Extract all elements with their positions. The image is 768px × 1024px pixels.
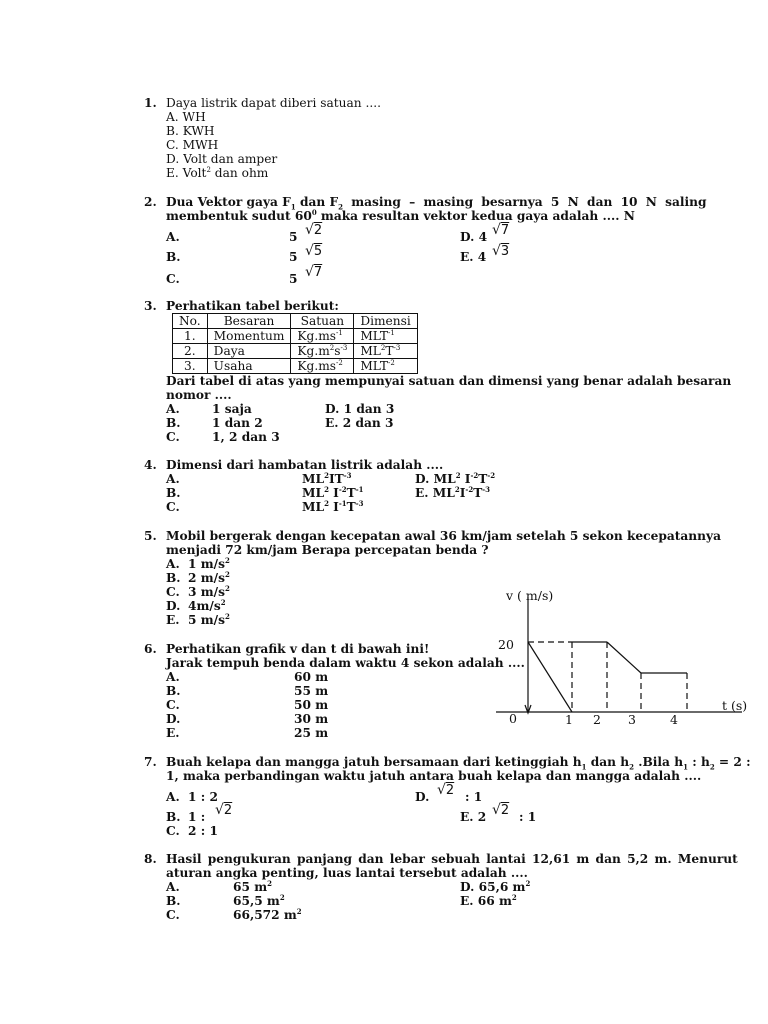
q8-option-c-letter: C. <box>166 908 180 922</box>
graph-decline-line <box>528 642 572 712</box>
q2-number: 2. <box>144 195 157 209</box>
table-cell: 1. <box>173 329 208 344</box>
q3-number: 3. <box>144 299 157 313</box>
sqrt-icon: √ <box>305 243 314 259</box>
y-axis-label: v ( m/s) <box>506 588 554 603</box>
q5-option-a <box>166 557 230 571</box>
q6-option-e: 25 m <box>294 726 329 740</box>
term: T <box>346 500 356 514</box>
q8-option-c <box>233 908 302 922</box>
q2-option-d-radicand: 7 <box>500 223 510 238</box>
q8-line2: aturan angka penting, luas lantai tersebut adalah .... <box>166 866 528 880</box>
table-cell <box>354 329 417 344</box>
q7-option-e-radicand: 2 <box>500 803 510 818</box>
term: I <box>459 486 466 500</box>
q5-option-c <box>166 585 230 599</box>
q2-line1-a: Dua Vektor gaya F <box>166 195 291 209</box>
q6-line1: Perhatikan grafik v dan t di bawah ini! <box>166 642 430 656</box>
sqrt-icon: √ <box>215 802 224 818</box>
q3-option-c: 1, 2 dan 3 <box>212 430 280 444</box>
q2-option-b-letter: B. <box>166 250 181 264</box>
sup: -3 <box>343 470 352 480</box>
table-cell <box>291 344 354 359</box>
q7-option-b-sqrt <box>215 803 232 818</box>
x-axis-label: t (s) <box>722 698 748 713</box>
q2-sub1: 1 <box>290 202 296 212</box>
q6-option-d: 30 m <box>294 712 329 726</box>
x-tick-1: 1 <box>565 712 573 727</box>
q3-option-b: 1 dan 2 <box>212 416 263 430</box>
letter: D. <box>166 599 181 613</box>
cell-text: Kg.m <box>297 344 330 358</box>
sup: -2 <box>487 470 496 480</box>
value: 2 m/s <box>188 571 225 585</box>
sup: 2 <box>324 498 329 508</box>
term: I <box>460 472 471 486</box>
q3-option-e: E. 2 dan 3 <box>325 416 394 430</box>
q2-line2 <box>166 209 635 223</box>
q8-line1: Hasil pengukuran panjang dan lebar sebuah lantai 12,61 m dan 5,2 m. Menurut <box>166 852 738 866</box>
x-tick-4: 4 <box>670 712 678 727</box>
sup: 2 <box>454 484 460 494</box>
q6-option-a: 60 m <box>294 670 329 684</box>
q7-line1-c: = 2 : <box>714 755 751 769</box>
sup: 2 <box>279 892 285 902</box>
q2-option-a-radicand: 2 <box>313 223 323 238</box>
sup: 2 <box>224 611 230 621</box>
table-header-row <box>173 314 418 329</box>
table-cell: Momentum <box>207 329 291 344</box>
q2-option-c-sqrt <box>305 265 322 280</box>
q8-option-e <box>460 894 517 908</box>
q7-option-e-letter: E. 2 <box>460 810 487 824</box>
sup: 2 <box>220 597 226 607</box>
letter: A. <box>166 557 180 571</box>
sup: 2 <box>455 470 461 480</box>
q3-table <box>172 313 418 374</box>
q2-sub2: 2 <box>338 202 343 212</box>
letter: B. <box>166 571 181 585</box>
q7-option-c <box>166 824 218 838</box>
table-cell <box>354 359 417 374</box>
cell-sup: -1 <box>388 328 395 337</box>
q7-option-d-letter: D. <box>415 790 430 804</box>
table-cell <box>291 329 354 344</box>
q8-option-a <box>233 880 272 894</box>
value: 4m/s <box>188 599 221 613</box>
q3-option-a-letter: A. <box>166 402 180 416</box>
q6-option-e-letter: E. <box>166 726 180 740</box>
q7-line2: 1, maka perbandingan waktu jatuh antara buah kelapa dan mangga adalah .... <box>166 769 702 783</box>
value: E. 66 m <box>460 894 512 908</box>
q7-option-d-sqrt <box>437 783 454 798</box>
q5-option-e <box>166 613 230 627</box>
cell-sup: -2 <box>388 358 395 367</box>
table-cell <box>291 359 354 374</box>
q7-option-b-radicand: 2 <box>223 803 233 818</box>
q1-number: 1. <box>144 96 157 110</box>
table-row <box>173 329 418 344</box>
cell-text: s <box>334 344 341 358</box>
sup: -2 <box>465 484 474 494</box>
q2-option-a-letter: A. <box>166 230 180 244</box>
q8-option-a-letter: A. <box>166 880 180 894</box>
q4-option-c <box>302 500 364 514</box>
q5-line1: Mobil bergerak dengan kecepatan awal 36 km/jam setelah 5 sekon kecepatannya <box>166 529 721 543</box>
value: 2 : 1 <box>188 824 218 838</box>
q5-option-b <box>166 571 230 585</box>
table-cell: 2. <box>173 344 208 359</box>
q8-option-d <box>460 880 530 894</box>
cell-text: Kg.ms <box>297 359 337 373</box>
table-cell: 3. <box>173 359 208 374</box>
sup: 2 <box>324 470 329 480</box>
cell-sup: 2 <box>380 343 386 352</box>
q2-option-b-coef: 5 <box>289 250 298 264</box>
q3-option-b-letter: B. <box>166 416 181 430</box>
sup: -1 <box>355 484 364 494</box>
q3-after-line1: Dari tabel di atas yang mempunyai satuan dan dimensi yang benar adalah besaran <box>166 374 732 388</box>
q7-option-d-radicand: 2 <box>445 783 455 798</box>
table-header: Dimensi <box>354 314 417 329</box>
sup: 2 <box>296 906 302 916</box>
x-tick-2: 2 <box>593 712 601 727</box>
term: IT <box>328 472 344 486</box>
q1-option-d: D. Volt dan amper <box>166 152 278 166</box>
sup: -2 <box>338 484 347 494</box>
sup: 2 <box>224 583 230 593</box>
q3-after-line2: nomor .... <box>166 388 232 402</box>
q7-line1-b: .Bila h <box>634 755 684 769</box>
value: 3 m/s <box>188 585 225 599</box>
q7-option-a <box>166 790 218 804</box>
q7-number: 7. <box>144 755 157 769</box>
value: 66,572 m <box>233 908 297 922</box>
cell-sup: -2 <box>336 358 343 367</box>
q3-option-a: 1 saja <box>212 402 252 416</box>
term: T <box>478 472 488 486</box>
sup: 2 <box>511 892 517 902</box>
term: T <box>346 486 356 500</box>
vt-graph <box>490 585 756 730</box>
sqrt-icon: √ <box>492 243 501 259</box>
letter: B. <box>166 810 181 824</box>
q2-option-a-sqrt <box>305 223 322 238</box>
q7-option-d-tail: : 1 <box>465 790 483 804</box>
q2-option-b-radicand: 5 <box>313 244 323 259</box>
table-row <box>173 344 418 359</box>
q8-option-b <box>233 894 285 908</box>
q6-number: 6. <box>144 642 157 656</box>
term: T <box>473 486 483 500</box>
term: E. ML <box>415 486 455 500</box>
sqrt-icon: √ <box>492 802 501 818</box>
q4-question: Dimensi dari hambatan listrik adalah .... <box>166 458 444 472</box>
value: 1 : <box>188 810 206 824</box>
sup: -1 <box>338 498 347 508</box>
term: ML <box>302 472 325 486</box>
q4-option-a-letter: A. <box>166 472 180 486</box>
letter: A. <box>166 790 180 804</box>
q2-option-e-radicand: 3 <box>500 244 510 259</box>
cell-text: T <box>385 344 394 358</box>
q3-question: Perhatikan tabel berikut: <box>166 299 339 313</box>
sqrt-icon: √ <box>305 222 314 238</box>
value: 5 m/s <box>188 613 225 627</box>
cell-text: MLT <box>360 359 389 373</box>
q6-option-c-letter: C. <box>166 698 180 712</box>
value: 65,5 m <box>233 894 280 908</box>
term: ML <box>302 500 325 514</box>
value: 65 m <box>233 880 268 894</box>
table-cell <box>354 344 417 359</box>
q7-option-e-tail: : 1 <box>519 810 537 824</box>
q7-option-b <box>166 810 205 824</box>
table-cell: Usaha <box>207 359 291 374</box>
letter: C. <box>166 824 180 838</box>
q6-option-a-letter: A. <box>166 670 180 684</box>
q7-line1-a: Buah kelapa dan mangga jatuh bersamaan dari ketinggiah h <box>166 755 582 769</box>
term: I <box>328 500 339 514</box>
q4-option-c-letter: C. <box>166 500 180 514</box>
value: D. 65,6 m <box>460 880 526 894</box>
q4-option-a <box>302 472 352 486</box>
graph-slope-down <box>607 642 641 673</box>
q6-option-b-letter: B. <box>166 684 181 698</box>
q1-option-e-sup: 2 <box>206 165 211 174</box>
q2-option-c-letter: C. <box>166 272 180 286</box>
q2-line2-a: membentuk sudut 60 <box>166 209 312 223</box>
q7-line1: Buah kelapa dan mangga jatuh bersamaan dari ketinggiah $h_1$ dan $h_2$ .Bila $h_1$ : $h_2 = 2$ : <box>166 755 751 772</box>
term: I <box>328 486 339 500</box>
q4-option-d <box>415 472 495 486</box>
q2-line1 <box>166 195 707 212</box>
sup: 2 <box>267 878 272 888</box>
q2-line1-b: dan F <box>295 195 339 209</box>
table-header: No. <box>173 314 208 329</box>
cell-sup: -3 <box>393 343 401 352</box>
q6-line2: Jarak tempuh benda dalam waktu 4 sekon adalah .... <box>166 656 525 670</box>
sup: 2 <box>324 484 329 494</box>
q1-question: Daya listrik dapat diberi satuan .... <box>166 96 381 110</box>
q2-line2-b: maka resultan vektor kedua gaya adalah .... N <box>316 209 635 223</box>
q6-option-c: 50 m <box>294 698 329 712</box>
q8-option-b-letter: B. <box>166 894 181 908</box>
table-header: Satuan <box>291 314 354 329</box>
cell-text: MLT <box>360 329 389 343</box>
q5-number: 5. <box>144 529 157 543</box>
value: 1 m/s <box>188 557 225 571</box>
q3-option-d: D. 1 dan 3 <box>325 402 395 416</box>
q4-option-b <box>302 486 364 500</box>
sqrt-icon: √ <box>305 264 314 280</box>
letter: C. <box>166 585 180 599</box>
q2-option-c-radicand: 7 <box>313 265 323 280</box>
cell-sup: -1 <box>336 328 343 337</box>
q2-option-e-sqrt <box>492 244 509 259</box>
q1-option-a: A. WH <box>166 110 206 124</box>
y-tick-20: 20 <box>498 637 514 652</box>
q1-option-e-text: E. Volt <box>166 166 207 180</box>
q5-line2: menjadi 72 km/jam Berapa percepatan benda ? <box>166 543 489 557</box>
q2-option-e-label: E. 4 <box>460 250 487 264</box>
q4-number: 4. <box>144 458 157 472</box>
sup: 2 <box>224 555 230 565</box>
q2-option-c-coef: 5 <box>289 272 298 286</box>
x-tick-3: 3 <box>628 712 636 727</box>
q2-option-a-coef: 5 <box>289 230 298 244</box>
table-cell: Daya <box>207 344 291 359</box>
sup: -3 <box>355 498 364 508</box>
term: ML <box>302 486 325 500</box>
cell-sup: 2 <box>329 343 335 352</box>
q6-option-b: 55 m <box>294 684 329 698</box>
cell-text: Kg.ms <box>297 329 337 343</box>
q8-number: 8. <box>144 852 157 866</box>
q2-option-b-sqrt <box>305 244 322 259</box>
origin-label: 0 <box>509 711 517 726</box>
q6-option-d-letter: D. <box>166 712 181 726</box>
sup: -3 <box>482 484 491 494</box>
sup: 2 <box>525 878 531 888</box>
table-header: Besaran <box>207 314 291 329</box>
letter: E. <box>166 613 180 627</box>
q1-option-b: B. KWH <box>166 124 215 138</box>
sqrt-icon: √ <box>492 222 501 238</box>
sup: 2 <box>224 569 230 579</box>
table-row <box>173 359 418 374</box>
q2-option-d-label: D. 4 <box>460 230 488 244</box>
q4-option-e <box>415 486 490 500</box>
q4-option-b-letter: B. <box>166 486 181 500</box>
q1-option-c: C. MWH <box>166 138 219 152</box>
value: 1 : 2 <box>188 790 218 804</box>
q2-line2-sup: 0 <box>311 207 317 217</box>
q5-option-d <box>166 599 226 613</box>
q3-option-c-letter: C. <box>166 430 180 444</box>
q7-option-e-sqrt <box>492 803 509 818</box>
q2-option-d-sqrt <box>492 223 509 238</box>
sqrt-icon: √ <box>437 782 446 798</box>
cell-text: ML <box>360 344 381 358</box>
q1-option-e <box>166 166 268 180</box>
q1-option-e-tail: dan ohm <box>210 166 269 180</box>
term: D. ML <box>415 472 456 486</box>
sup: -2 <box>470 470 479 480</box>
cell-sup: -3 <box>340 343 348 352</box>
q2-line1-c: masing – masing besarnya 5 N dan 10 N saling <box>343 195 707 209</box>
